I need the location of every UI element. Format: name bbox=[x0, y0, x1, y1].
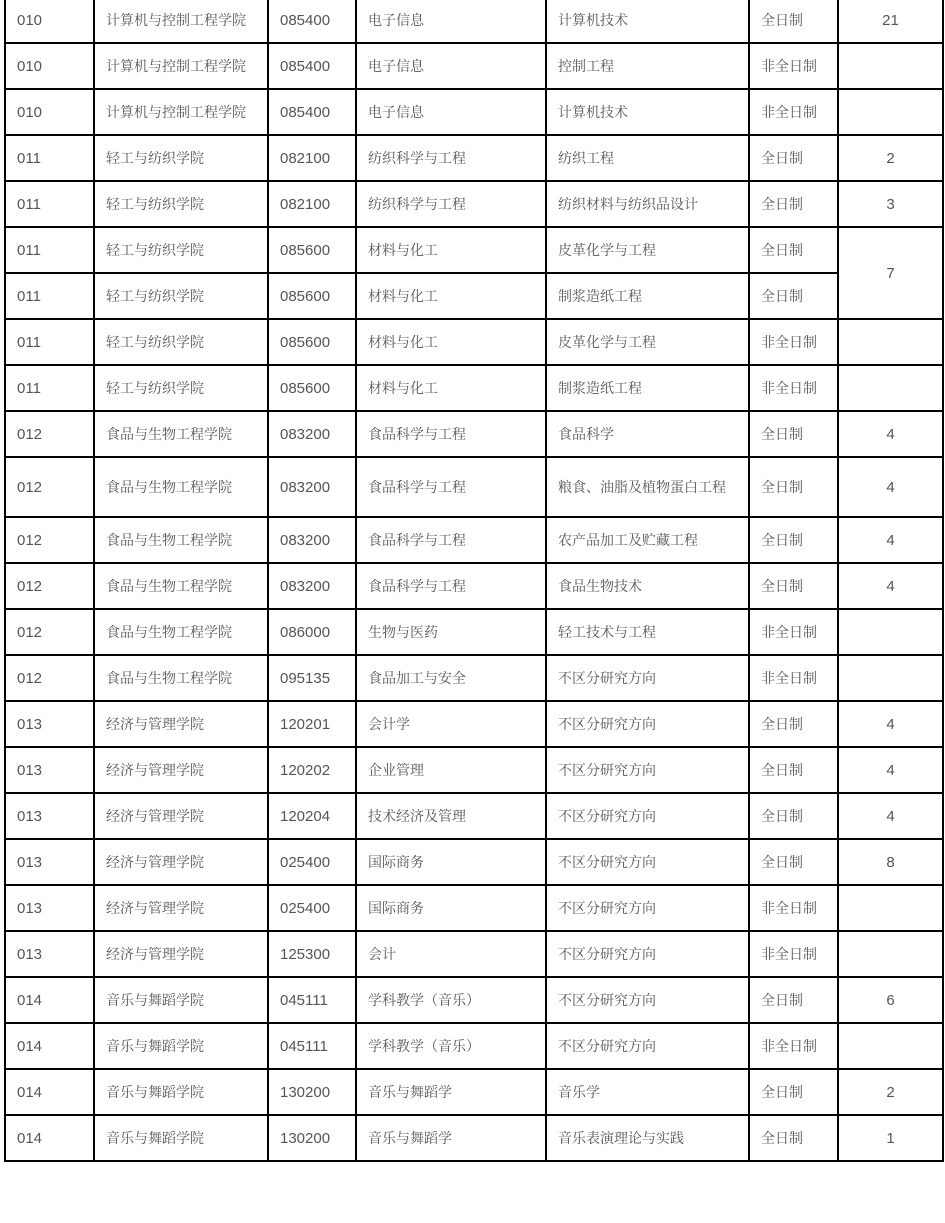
research-direction-cell: 音乐表演理论与实践 bbox=[546, 1115, 749, 1161]
major-name-cell: 纺织科学与工程 bbox=[356, 135, 546, 181]
school-name-cell: 轻工与纺织学院 bbox=[94, 135, 268, 181]
school-name-cell: 食品与生物工程学院 bbox=[94, 563, 268, 609]
major-name-cell: 材料与化工 bbox=[356, 273, 546, 319]
table-row bbox=[5, 655, 943, 701]
study-mode-cell: 全日制 bbox=[749, 747, 838, 793]
study-mode-cell: 全日制 bbox=[749, 701, 838, 747]
study-mode-cell: 非全日制 bbox=[749, 609, 838, 655]
school-code-cell: 012 bbox=[5, 411, 94, 457]
enrollment-count-cell: 4 bbox=[838, 457, 943, 517]
school-code-cell: 014 bbox=[5, 977, 94, 1023]
research-direction-cell: 制浆造纸工程 bbox=[546, 365, 749, 411]
school-name-cell: 轻工与纺织学院 bbox=[94, 181, 268, 227]
table-row bbox=[5, 89, 943, 135]
school-name-cell: 经济与管理学院 bbox=[94, 885, 268, 931]
major-code-cell: 025400 bbox=[268, 839, 356, 885]
enrollment-count-cell bbox=[838, 365, 943, 411]
school-name-cell: 经济与管理学院 bbox=[94, 747, 268, 793]
table-row bbox=[5, 931, 943, 977]
research-direction-cell: 粮食、油脂及植物蛋白工程 bbox=[546, 457, 749, 517]
research-direction-cell: 不区分研究方向 bbox=[546, 977, 749, 1023]
table-row bbox=[5, 227, 943, 273]
school-name-cell: 音乐与舞蹈学院 bbox=[94, 1069, 268, 1115]
enrollment-count-cell bbox=[838, 89, 943, 135]
major-name-cell: 材料与化工 bbox=[356, 227, 546, 273]
major-name-cell: 电子信息 bbox=[356, 43, 546, 89]
school-name-cell: 音乐与舞蹈学院 bbox=[94, 1115, 268, 1161]
research-direction-cell: 农产品加工及贮藏工程 bbox=[546, 517, 749, 563]
research-direction-cell: 不区分研究方向 bbox=[546, 793, 749, 839]
major-name-cell: 食品科学与工程 bbox=[356, 411, 546, 457]
research-direction-cell: 食品科学 bbox=[546, 411, 749, 457]
school-code-cell: 013 bbox=[5, 885, 94, 931]
study-mode-cell: 全日制 bbox=[749, 135, 838, 181]
table-row bbox=[5, 563, 943, 609]
major-code-cell: 083200 bbox=[268, 517, 356, 563]
table-row bbox=[5, 977, 943, 1023]
research-direction-cell: 计算机技术 bbox=[546, 89, 749, 135]
study-mode-cell: 全日制 bbox=[749, 1069, 838, 1115]
research-direction-cell: 纺织材料与纺织品设计 bbox=[546, 181, 749, 227]
major-name-cell: 材料与化工 bbox=[356, 319, 546, 365]
study-mode-cell: 全日制 bbox=[749, 227, 838, 273]
major-code-cell: 085600 bbox=[268, 319, 356, 365]
major-code-cell: 083200 bbox=[268, 411, 356, 457]
school-code-cell: 014 bbox=[5, 1115, 94, 1161]
major-name-cell: 学科教学（音乐） bbox=[356, 1023, 546, 1069]
table-row bbox=[5, 1115, 943, 1161]
study-mode-cell: 全日制 bbox=[749, 1115, 838, 1161]
school-code-cell: 011 bbox=[5, 273, 94, 319]
research-direction-cell: 计算机技术 bbox=[546, 0, 749, 43]
study-mode-cell: 非全日制 bbox=[749, 655, 838, 701]
table-row bbox=[5, 273, 943, 319]
table-row bbox=[5, 0, 943, 43]
study-mode-cell: 全日制 bbox=[749, 411, 838, 457]
school-name-cell: 计算机与控制工程学院 bbox=[94, 43, 268, 89]
major-name-cell: 会计 bbox=[356, 931, 546, 977]
research-direction-cell: 不区分研究方向 bbox=[546, 885, 749, 931]
major-name-cell: 电子信息 bbox=[356, 0, 546, 43]
major-name-cell: 纺织科学与工程 bbox=[356, 181, 546, 227]
school-name-cell: 食品与生物工程学院 bbox=[94, 457, 268, 517]
major-code-cell: 045111 bbox=[268, 977, 356, 1023]
study-mode-cell: 非全日制 bbox=[749, 885, 838, 931]
table-row bbox=[5, 517, 943, 563]
research-direction-cell: 制浆造纸工程 bbox=[546, 273, 749, 319]
school-name-cell: 经济与管理学院 bbox=[94, 793, 268, 839]
school-code-cell: 013 bbox=[5, 701, 94, 747]
major-name-cell: 食品科学与工程 bbox=[356, 563, 546, 609]
school-code-cell: 014 bbox=[5, 1069, 94, 1115]
research-direction-cell: 不区分研究方向 bbox=[546, 655, 749, 701]
table-row bbox=[5, 457, 943, 517]
school-name-cell: 轻工与纺织学院 bbox=[94, 273, 268, 319]
research-direction-cell: 皮革化学与工程 bbox=[546, 227, 749, 273]
school-code-cell: 011 bbox=[5, 181, 94, 227]
school-code-cell: 011 bbox=[5, 227, 94, 273]
table-row bbox=[5, 747, 943, 793]
school-name-cell: 计算机与控制工程学院 bbox=[94, 0, 268, 43]
school-name-cell: 轻工与纺织学院 bbox=[94, 319, 268, 365]
major-code-cell: 083200 bbox=[268, 563, 356, 609]
school-name-cell: 食品与生物工程学院 bbox=[94, 411, 268, 457]
school-name-cell: 经济与管理学院 bbox=[94, 839, 268, 885]
school-code-cell: 011 bbox=[5, 365, 94, 411]
research-direction-cell: 轻工技术与工程 bbox=[546, 609, 749, 655]
study-mode-cell: 全日制 bbox=[749, 517, 838, 563]
table-row bbox=[5, 365, 943, 411]
research-direction-cell: 纺织工程 bbox=[546, 135, 749, 181]
study-mode-cell: 全日制 bbox=[749, 457, 838, 517]
major-name-cell: 国际商务 bbox=[356, 885, 546, 931]
major-name-cell: 企业管理 bbox=[356, 747, 546, 793]
research-direction-cell: 不区分研究方向 bbox=[546, 931, 749, 977]
research-direction-cell: 不区分研究方向 bbox=[546, 1023, 749, 1069]
major-code-cell: 095135 bbox=[268, 655, 356, 701]
research-direction-cell: 不区分研究方向 bbox=[546, 839, 749, 885]
study-mode-cell: 全日制 bbox=[749, 793, 838, 839]
major-code-cell: 082100 bbox=[268, 135, 356, 181]
enrollment-count-cell bbox=[838, 931, 943, 977]
enrollment-count-cell: 2 bbox=[838, 135, 943, 181]
school-code-cell: 011 bbox=[5, 135, 94, 181]
school-code-cell: 010 bbox=[5, 89, 94, 135]
enrollment-count-cell: 4 bbox=[838, 411, 943, 457]
enrollment-count-cell: 4 bbox=[838, 747, 943, 793]
school-name-cell: 音乐与舞蹈学院 bbox=[94, 1023, 268, 1069]
major-code-cell: 085400 bbox=[268, 43, 356, 89]
school-name-cell: 音乐与舞蹈学院 bbox=[94, 977, 268, 1023]
research-direction-cell: 控制工程 bbox=[546, 43, 749, 89]
school-code-cell: 012 bbox=[5, 609, 94, 655]
school-code-cell: 013 bbox=[5, 839, 94, 885]
school-code-cell: 012 bbox=[5, 655, 94, 701]
study-mode-cell: 全日制 bbox=[749, 273, 838, 319]
major-code-cell: 085400 bbox=[268, 0, 356, 43]
research-direction-cell: 皮革化学与工程 bbox=[546, 319, 749, 365]
enrollment-count-cell: 4 bbox=[838, 563, 943, 609]
major-code-cell: 120202 bbox=[268, 747, 356, 793]
major-name-cell: 学科教学（音乐） bbox=[356, 977, 546, 1023]
major-name-cell: 音乐与舞蹈学 bbox=[356, 1069, 546, 1115]
major-code-cell: 086000 bbox=[268, 609, 356, 655]
research-direction-cell: 音乐学 bbox=[546, 1069, 749, 1115]
enrollment-count-cell: 2 bbox=[838, 1069, 943, 1115]
school-code-cell: 012 bbox=[5, 563, 94, 609]
school-name-cell: 食品与生物工程学院 bbox=[94, 655, 268, 701]
table-row bbox=[5, 319, 943, 365]
major-name-cell: 材料与化工 bbox=[356, 365, 546, 411]
major-name-cell: 电子信息 bbox=[356, 89, 546, 135]
table-row bbox=[5, 1069, 943, 1115]
study-mode-cell: 非全日制 bbox=[749, 89, 838, 135]
study-mode-cell: 非全日制 bbox=[749, 1023, 838, 1069]
major-code-cell: 130200 bbox=[268, 1115, 356, 1161]
school-code-cell: 013 bbox=[5, 931, 94, 977]
table-row bbox=[5, 885, 943, 931]
study-mode-cell: 全日制 bbox=[749, 977, 838, 1023]
school-code-cell: 013 bbox=[5, 747, 94, 793]
major-code-cell: 120204 bbox=[268, 793, 356, 839]
school-name-cell: 轻工与纺织学院 bbox=[94, 365, 268, 411]
major-code-cell: 085600 bbox=[268, 227, 356, 273]
study-mode-cell: 全日制 bbox=[749, 563, 838, 609]
enrollment-count-cell bbox=[838, 609, 943, 655]
major-code-cell: 045111 bbox=[268, 1023, 356, 1069]
research-direction-cell: 食品生物技术 bbox=[546, 563, 749, 609]
major-code-cell: 083200 bbox=[268, 457, 356, 517]
enrollment-count-cell: 1 bbox=[838, 1115, 943, 1161]
table-row bbox=[5, 181, 943, 227]
major-name-cell: 食品科学与工程 bbox=[356, 457, 546, 517]
enrollment-count-cell: 3 bbox=[838, 181, 943, 227]
study-mode-cell: 非全日制 bbox=[749, 365, 838, 411]
enrollment-count-cell: 21 bbox=[838, 0, 943, 43]
school-code-cell: 010 bbox=[5, 43, 94, 89]
major-name-cell: 国际商务 bbox=[356, 839, 546, 885]
major-name-cell: 生物与医药 bbox=[356, 609, 546, 655]
study-mode-cell: 全日制 bbox=[749, 0, 838, 43]
school-name-cell: 经济与管理学院 bbox=[94, 931, 268, 977]
study-mode-cell: 非全日制 bbox=[749, 319, 838, 365]
school-code-cell: 013 bbox=[5, 793, 94, 839]
table-row bbox=[5, 609, 943, 655]
major-code-cell: 085600 bbox=[268, 273, 356, 319]
study-mode-cell: 非全日制 bbox=[749, 43, 838, 89]
school-name-cell: 食品与生物工程学院 bbox=[94, 609, 268, 655]
table-row bbox=[5, 701, 943, 747]
table-row bbox=[5, 43, 943, 89]
major-name-cell: 技术经济及管理 bbox=[356, 793, 546, 839]
enrollment-count-cell: 4 bbox=[838, 793, 943, 839]
school-name-cell: 食品与生物工程学院 bbox=[94, 517, 268, 563]
enrollment-table bbox=[4, 0, 944, 1162]
research-direction-cell: 不区分研究方向 bbox=[546, 701, 749, 747]
school-name-cell: 计算机与控制工程学院 bbox=[94, 89, 268, 135]
enrollment-table-container bbox=[4, 0, 942, 1162]
major-name-cell: 食品加工与安全 bbox=[356, 655, 546, 701]
table-row bbox=[5, 135, 943, 181]
major-code-cell: 125300 bbox=[268, 931, 356, 977]
enrollment-count-cell: 4 bbox=[838, 517, 943, 563]
school-code-cell: 011 bbox=[5, 319, 94, 365]
enrollment-count-cell: 8 bbox=[838, 839, 943, 885]
major-code-cell: 025400 bbox=[268, 885, 356, 931]
enrollment-count-cell: 6 bbox=[838, 977, 943, 1023]
study-mode-cell: 非全日制 bbox=[749, 931, 838, 977]
enrollment-count-cell bbox=[838, 43, 943, 89]
major-code-cell: 085400 bbox=[268, 89, 356, 135]
enrollment-count-cell: 4 bbox=[838, 701, 943, 747]
enrollment-count-cell bbox=[838, 885, 943, 931]
major-code-cell: 085600 bbox=[268, 365, 356, 411]
school-code-cell: 012 bbox=[5, 457, 94, 517]
school-name-cell: 轻工与纺织学院 bbox=[94, 227, 268, 273]
enrollment-count-cell bbox=[838, 1023, 943, 1069]
major-name-cell: 会计学 bbox=[356, 701, 546, 747]
school-code-cell: 010 bbox=[5, 0, 94, 43]
enrollment-count-cell: 7 bbox=[838, 227, 943, 319]
study-mode-cell: 全日制 bbox=[749, 839, 838, 885]
research-direction-cell: 不区分研究方向 bbox=[546, 747, 749, 793]
table-row bbox=[5, 839, 943, 885]
major-name-cell: 食品科学与工程 bbox=[356, 517, 546, 563]
table-row bbox=[5, 793, 943, 839]
major-code-cell: 082100 bbox=[268, 181, 356, 227]
table-row bbox=[5, 1023, 943, 1069]
table-row bbox=[5, 411, 943, 457]
enrollment-count-cell bbox=[838, 655, 943, 701]
major-name-cell: 音乐与舞蹈学 bbox=[356, 1115, 546, 1161]
school-code-cell: 012 bbox=[5, 517, 94, 563]
school-code-cell: 014 bbox=[5, 1023, 94, 1069]
study-mode-cell: 全日制 bbox=[749, 181, 838, 227]
enrollment-count-cell bbox=[838, 319, 943, 365]
major-code-cell: 130200 bbox=[268, 1069, 356, 1115]
enrollment-table-body bbox=[5, 0, 943, 1161]
school-name-cell: 经济与管理学院 bbox=[94, 701, 268, 747]
major-code-cell: 120201 bbox=[268, 701, 356, 747]
